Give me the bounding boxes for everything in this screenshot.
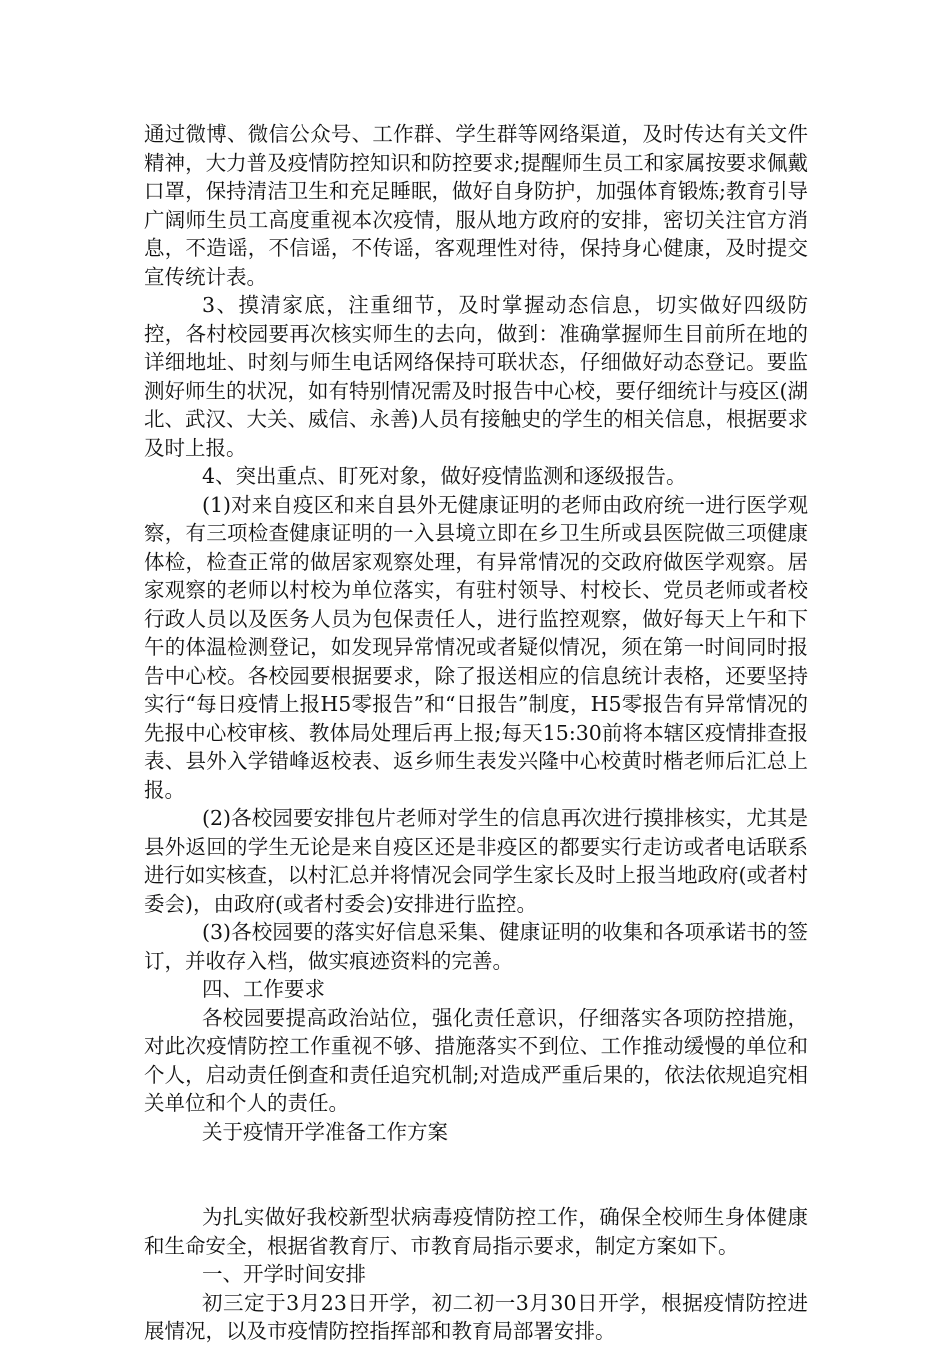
paragraph-item-4: 4、突出重点、盯死对象，做好疫情监测和逐级报告。	[202, 464, 687, 488]
document-body	[144, 120, 808, 1346]
paragraph-sub-1: (1)对来自疫区和来自县外无健康证明的老师由政府统一进行医学观察，有三项检查健康证明的一入县境立即在乡卫生所或县医院做三项健康体检，检查正常的做居家观察处理，有异常情况的交政府做医学观察。居家观察的老师以村校为单位落实，有驻村领导、村校长、党员老师或者校行政人员以及医务人员为包保责任人，进行监控观察，做好每天上午和下午的体温检测登记，如发现异常情况或者疑似情况，须在第一时间同时报告中心校。各校园要根据要求，除了报送相应的信息统计表格，还要坚持实行“每日疫情上报H5零报告”和“日报告”制度，H5零报告有异常情况的先报中心校审核、教体局处理后再上报;每天15:30前将本辖区疫情排查报表、县外入学错峰返校表、返乡师生表发兴隆中心校黄时楷老师后汇总上报。	[144, 492, 808, 802]
paragraph-item-3: 3、摸清家底，注重细节，及时掌握动态信息，切实做好四级防控，各村校园要再次核实师生的去向，做到：准确掌握师生目前所在地的详细地址、时刻与师生电话网络保持可联状态，仔细做好动态登记。要监测好师生的状况，如有特别情况需及时报告中心校，要仔细统计与疫区(湖北、武汉、大关、威信、永善)人员有接触史的学生的相关信息，根据要求及时上报。	[144, 293, 808, 460]
section-heading-requirements: 四、工作要求	[202, 977, 325, 1001]
paragraph-sub-2: (2)各校园要安排包片老师对学生的信息再次进行摸排核实，尤其是县外返回的学生无论是来自疫区还是非疫区的都要实行走访或者电话联系进行如实核查，以村汇总并将情况会同学生家长及时上报当地政府(或者村委会)，由政府(或者村委会)安排进行监控。	[144, 806, 808, 916]
paragraph-publicity: 通过微博、微信公众号、工作群、学生群等网络渠道，及时传达有关文件精神，大力普及疫情防控知识和防控要求;提醒师生员工和家属按要求佩戴口罩，保持清洁卫生和充足睡眠，做好自身防护，加强体育锻炼;教育引导广阔师生员工高度重视本次疫情，服从地方政府的安排，密切关注官方消息，不造谣，不信谣，不传谣，客观理性对待，保持身心健康，及时提交宣传统计表。	[144, 122, 808, 289]
paragraph-intro: 为扎实做好我校新型状病毒疫情防控工作，确保全校师生身体健康和生命安全，根据省教育厅、市教育局指示要求，制定方案如下。	[144, 1205, 808, 1258]
paragraph-sub-3: (3)各校园要的落实好信息采集、健康证明的收集和各项承诺书的签订，并收存入档，做实痕迹资料的完善。	[144, 920, 808, 973]
blank-line	[144, 1146, 808, 1203]
paragraph-schedule: 初三定于3月23日开学，初二初一3月30日开学，根据疫情防控进展情况，以及市疫情防控指挥部和教育局部署安排。	[144, 1290, 808, 1343]
section-heading-schedule: 一、开学时间安排	[202, 1262, 366, 1286]
document-title: 关于疫情开学准备工作方案	[202, 1119, 448, 1144]
paragraph-requirements: 各校园要提高政治站位，强化责任意识，仔细落实各项防控措施，对此次疫情防控工作重视不够、措施落实不到位、工作推动缓慢的单位和个人，启动责任倒查和责任追究机制;对造成严重后果的，依法依规追究相关单位和个人的责任。	[144, 1005, 808, 1115]
